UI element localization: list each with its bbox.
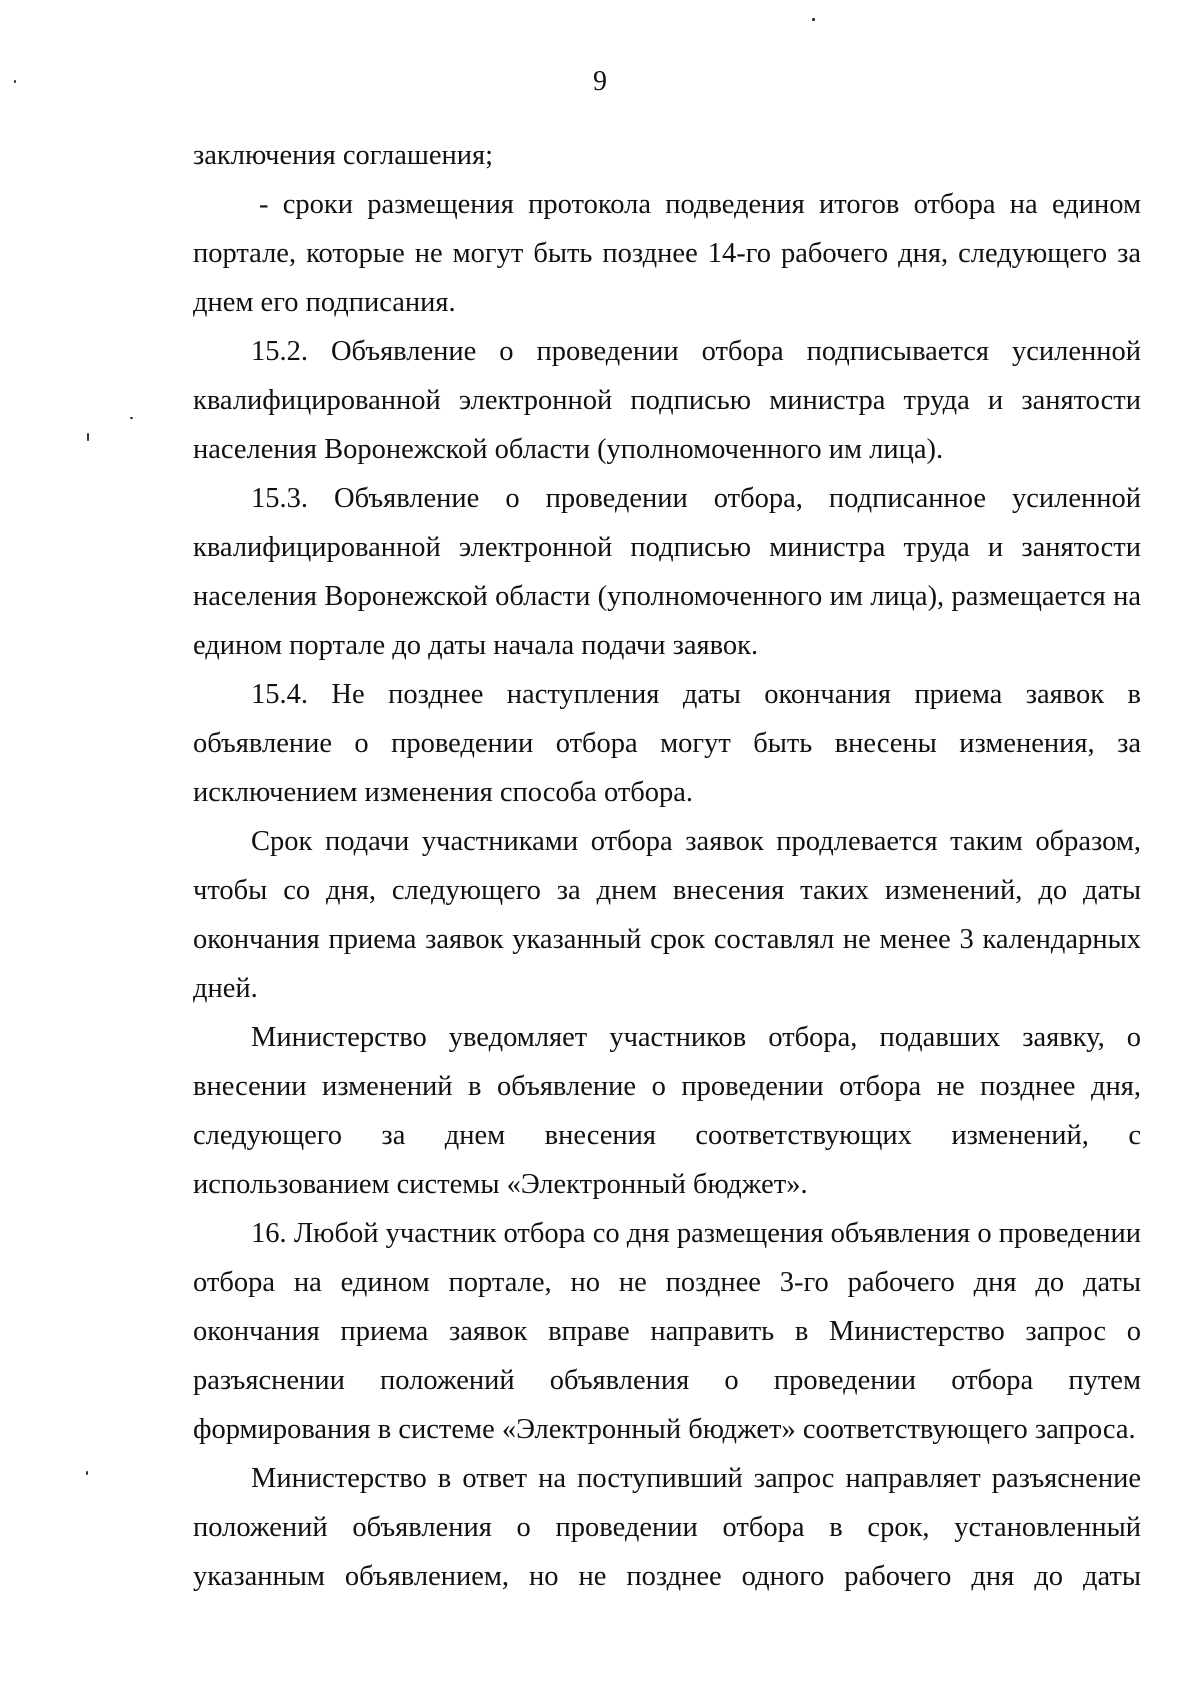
- scan-speck: [86, 1471, 88, 1475]
- paragraph: 15.2. Объявление о проведении отбора подписывается усиленной квалифицированной электронной подписью министра труда и занятости населения Воронежской области (уполномоченного им лица).: [193, 336, 1141, 465]
- paragraph: - сроки размещения протокола подведения итогов отбора на едином портале, которые не могут быть позднее 14-го рабочего дня, следующего за днем его подписания.: [193, 189, 1141, 318]
- scan-speck: [130, 417, 133, 419]
- paragraph: Министерство уведомляет участников отбора, подавших заявку, о внесении изменений в объявление о проведении отбора не позднее дня, следующего за днем внесения соответствующих изменений, с использованием системы «Электронный бюджет».: [193, 1022, 1141, 1200]
- scan-speck: [87, 433, 89, 441]
- scan-speck: [812, 18, 815, 21]
- page-number: 9: [593, 66, 607, 97]
- scan-speck: [14, 80, 16, 83]
- document-body: [193, 131, 1141, 1601]
- paragraph: заключения соглашения;: [193, 140, 494, 171]
- paragraph: Срок подачи участниками отбора заявок продлевается таким образом, чтобы со дня, следующего за днем внесения таких изменений, до даты окончания приема заявок указанный срок составлял не менее 3 календарных дней.: [193, 826, 1141, 1004]
- paragraph: 16. Любой участник отбора со дня размещения объявления о проведении отбора на едином портале, но не позднее 3-го рабочего дня до даты окончания приема заявок вправе направить в Министерство запрос о разъяснении положений объявления о проведении отбора путем формирования в системе «Электронный бюджет» соответствующего запроса.: [193, 1218, 1141, 1445]
- paragraph: Министерство в ответ на поступивший запрос направляет разъяснение положений объявления о проведении отбора в срок, установленный указанным объявлением, но не позднее одного рабочего дня до даты: [193, 1463, 1141, 1592]
- paragraph: 15.4. Не позднее наступления даты окончания приема заявок в объявление о проведении отбора могут быть внесены изменения, за исключением изменения способа отбора.: [193, 679, 1141, 808]
- paragraph: 15.3. Объявление о проведении отбора, подписанное усиленной квалифицированной электронной подписью министра труда и занятости населения Воронежской области (уполномоченного им лица), размещается на едином портале до даты начала подачи заявок.: [193, 483, 1141, 661]
